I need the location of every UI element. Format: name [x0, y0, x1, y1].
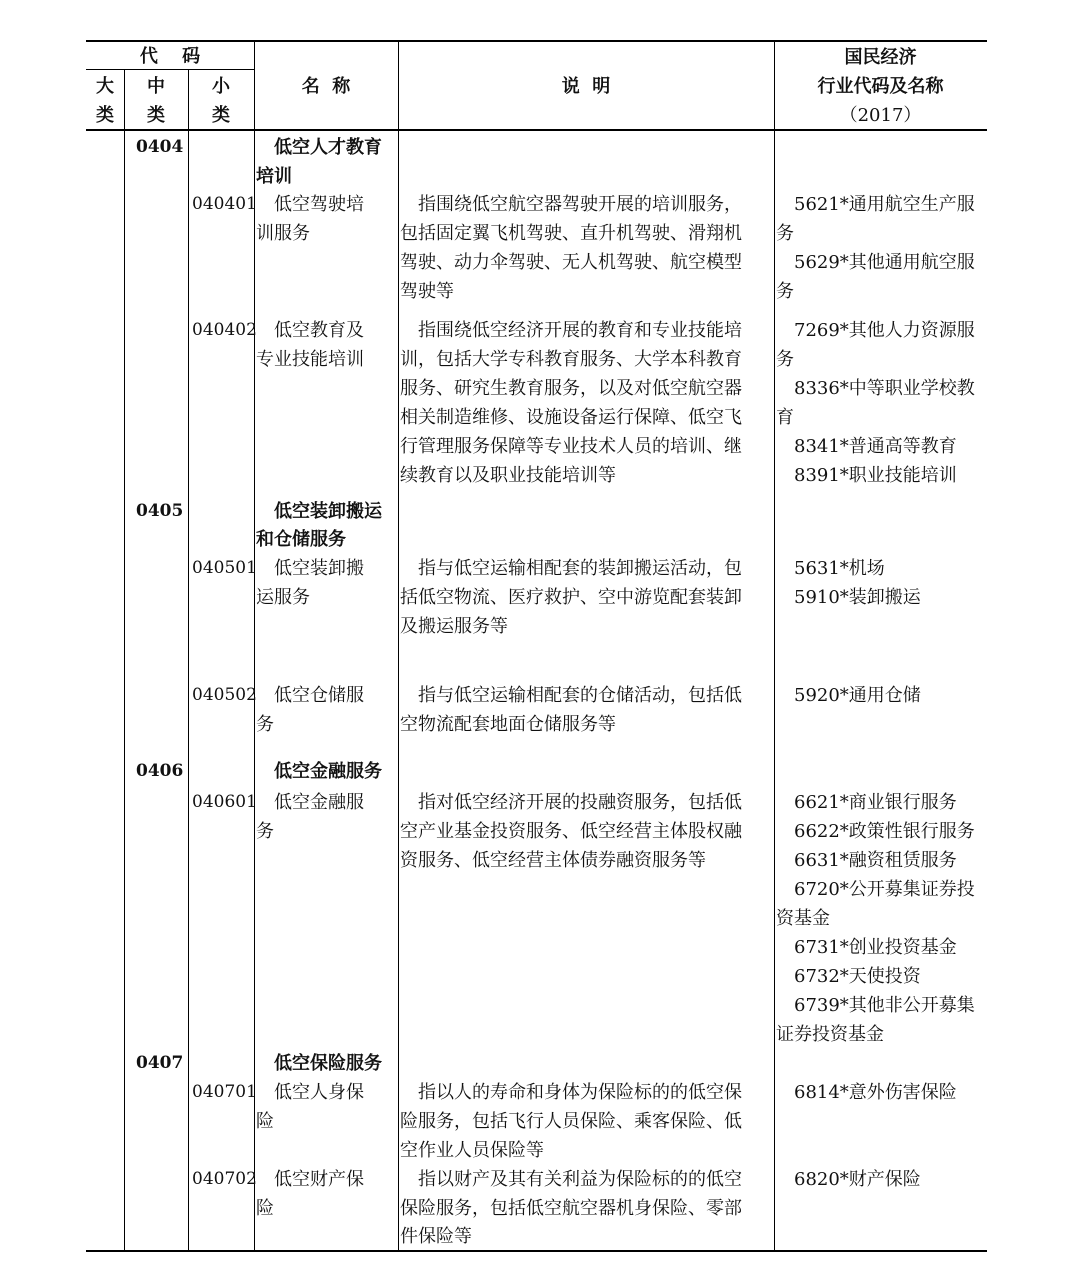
minor-name-040401: 低空驾驶培	[256, 194, 364, 215]
minor-name-040402: 专业技能培训	[256, 349, 364, 370]
middle-code-0404: 0404	[136, 137, 184, 157]
desc-040401: 驾驶等	[400, 281, 454, 302]
minor-name-040501: 运服务	[256, 587, 310, 608]
desc-040702: 指以财产及其有关利益为保险标的的低空	[400, 1169, 742, 1190]
middle-name-0404: 培训	[256, 166, 292, 187]
middle-code-0407: 0407	[136, 1053, 184, 1073]
nat-040601: 资基金	[776, 908, 830, 929]
middle-name-0405: 低空装卸搬运	[256, 501, 382, 522]
header-nat-2: 行业代码及名称	[817, 76, 944, 97]
minor-name-040402: 低空教育及	[256, 320, 364, 341]
minor-code-040501: 040501	[192, 558, 257, 578]
nat-040601: 6732*天使投资	[776, 966, 921, 987]
col-divider-middle	[188, 69, 189, 1251]
middle-name-0406: 低空金融服务	[256, 761, 382, 782]
header-middle-1: 中	[147, 76, 165, 97]
header-minor-1: 小	[212, 76, 230, 97]
desc-040502: 指与低空运输相配套的仓储活动，包括低	[400, 685, 742, 706]
nat-040401: 务	[776, 281, 794, 302]
nat-040601: 6731*创业投资基金	[776, 937, 957, 958]
desc-040601: 资服务、低空经营主体债券融资服务等	[400, 850, 706, 871]
desc-040401: 指围绕低空航空器驾驶开展的培训服务，	[400, 194, 742, 215]
header-nat-3: （2017）	[839, 105, 922, 126]
header-major-1: 大	[96, 76, 114, 97]
nat-040501: 5631*机场	[776, 558, 885, 579]
minor-name-040702: 低空财产保	[256, 1169, 364, 1190]
col-divider-name	[398, 40, 399, 1251]
nat-040401: 5629*其他通用航空服	[776, 252, 975, 273]
nat-040402: 育	[776, 407, 794, 428]
header-desc: 说 明	[561, 76, 611, 97]
col-divider-desc	[774, 40, 775, 1251]
nat-040702: 6820*财产保险	[776, 1169, 921, 1190]
minor-name-040701: 险	[256, 1111, 274, 1132]
nat-040601: 证券投资基金	[776, 1024, 884, 1045]
middle-name-0407: 低空保险服务	[256, 1053, 382, 1074]
desc-040702: 保险服务，包括低空航空器机身保险、零部	[400, 1198, 742, 1219]
minor-name-040702: 险	[256, 1198, 274, 1219]
minor-name-040502: 务	[256, 714, 274, 735]
nat-040601: 6739*其他非公开募集	[776, 995, 975, 1016]
desc-040701: 空作业人员保险等	[400, 1140, 544, 1161]
minor-name-040501: 低空装卸搬	[256, 558, 364, 579]
middle-name-0405: 和仓储服务	[256, 529, 346, 550]
desc-040401: 包括固定翼飞机驾驶、直升机驾驶、滑翔机	[400, 223, 742, 244]
header-name: 名 称	[301, 76, 351, 97]
header-code-group: 代 码	[139, 46, 201, 67]
header-major-2: 类	[96, 105, 114, 126]
desc-040402: 续教育以及职业技能培训等	[400, 465, 616, 486]
desc-040601: 空产业基金投资服务、低空经营主体股权融	[400, 821, 742, 842]
nat-040601: 6622*政策性银行服务	[776, 821, 975, 842]
header-middle-2: 类	[147, 105, 165, 126]
desc-040502: 空物流配套地面仓储服务等	[400, 714, 616, 735]
col-divider-major	[124, 69, 125, 1251]
nat-040501: 5910*装卸搬运	[776, 587, 921, 608]
minor-name-040701: 低空人身保	[256, 1082, 364, 1103]
desc-040701: 险服务，包括飞行人员保险、乘客保险、低	[400, 1111, 742, 1132]
col-divider-minor	[254, 40, 255, 1251]
minor-code-040701: 040701	[192, 1082, 257, 1102]
nat-040601: 6621*商业银行服务	[776, 792, 957, 813]
minor-code-040402: 040402	[192, 320, 257, 340]
nat-040601: 6631*融资租赁服务	[776, 850, 957, 871]
desc-040501: 及搬运服务等	[400, 616, 508, 637]
header-minor-2: 类	[212, 105, 230, 126]
desc-040601: 指对低空经济开展的投融资服务，包括低	[400, 792, 742, 813]
minor-name-040601: 低空金融服	[256, 792, 364, 813]
header-nat-1: 国民经济	[844, 47, 917, 68]
desc-040402: 训，包括大学专科教育服务、大学本科教育	[400, 349, 742, 370]
minor-code-040702: 040702	[192, 1169, 257, 1189]
nat-040402: 7269*其他人力资源服	[776, 320, 975, 341]
nat-040401: 务	[776, 223, 794, 244]
minor-code-040502: 040502	[192, 685, 257, 705]
minor-name-040401: 训服务	[256, 223, 310, 244]
nat-040502: 5920*通用仓储	[776, 685, 921, 706]
minor-name-040502: 低空仓储服	[256, 685, 364, 706]
nat-040402: 务	[776, 349, 794, 370]
minor-code-040601: 040601	[192, 792, 257, 812]
desc-040501: 括低空物流、医疗救护、空中游览配套装卸	[400, 587, 742, 608]
nat-040402: 8336*中等职业学校教	[776, 378, 975, 399]
nat-040701: 6814*意外伤害保险	[776, 1082, 957, 1103]
desc-040701: 指以人的寿命和身体为保险标的的低空保	[400, 1082, 742, 1103]
nat-040402: 8341*普通高等教育	[776, 436, 957, 457]
middle-code-0405: 0405	[136, 501, 184, 521]
minor-code-040401: 040401	[192, 194, 257, 214]
desc-040501: 指与低空运输相配套的装卸搬运活动，包	[400, 558, 742, 579]
desc-040402: 服务、研究生教育服务，以及对低空航空器	[400, 378, 742, 399]
desc-040702: 件保险等	[400, 1226, 472, 1247]
table-bottom-rule	[86, 1250, 987, 1252]
desc-040401: 驾驶、动力伞驾驶、无人机驾驶、航空模型	[400, 252, 742, 273]
nat-040401: 5621*通用航空生产服	[776, 194, 975, 215]
minor-name-040601: 务	[256, 821, 274, 842]
nat-040402: 8391*职业技能培训	[776, 465, 957, 486]
middle-name-0404: 低空人才教育	[274, 137, 382, 158]
middle-code-0406: 0406	[136, 761, 184, 781]
desc-040402: 相关制造维修、设施设备运行保障、低空飞	[400, 407, 742, 428]
desc-040402: 行管理服务保障等专业技术人员的培训、继	[400, 436, 742, 457]
desc-040402: 指围绕低空经济开展的教育和专业技能培	[400, 320, 742, 341]
nat-040601: 6720*公开募集证券投	[776, 879, 975, 900]
